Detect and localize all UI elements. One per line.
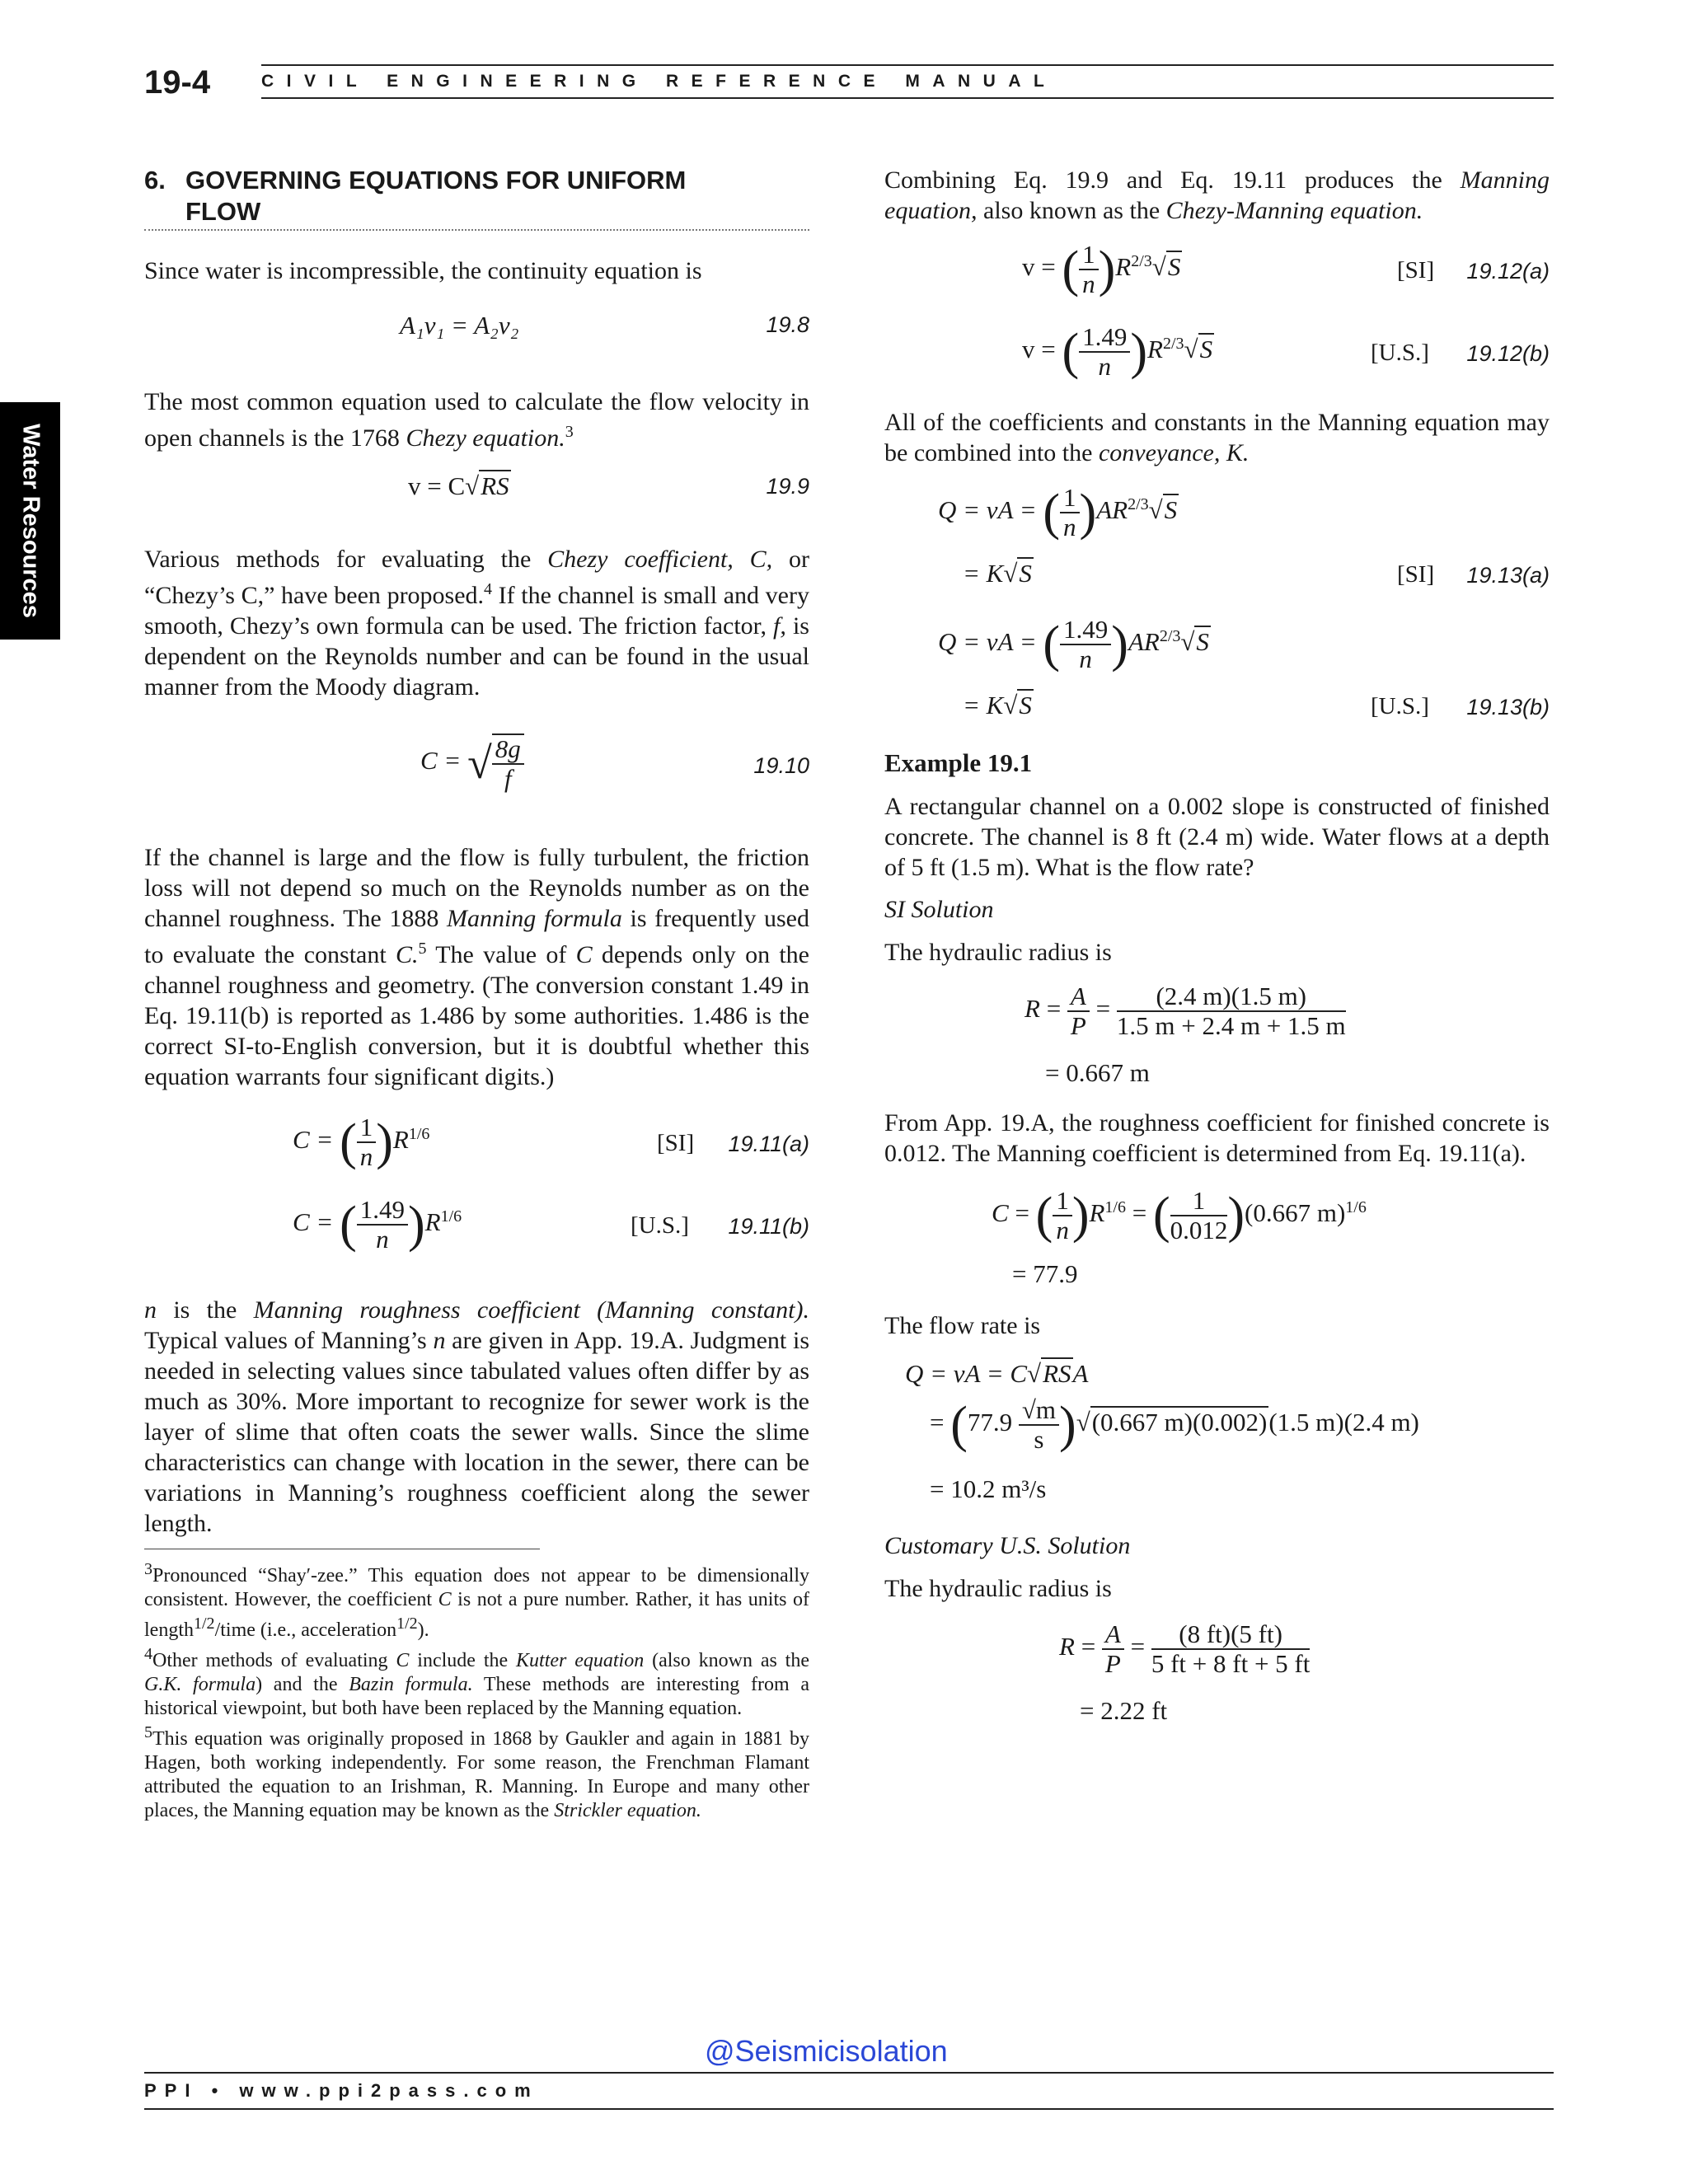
running-title: CIVIL ENGINEERING REFERENCE MANUAL [261,72,1057,91]
watermark: @Seismicisolation [705,2034,948,2068]
paragraph: If the channel is large and the flow is fully turbulent, the friction loss will not depend so much on the Reynolds number as on the channel roughness. The 1888 Manning formula is frequently used to evaluate the constant C.$^5$ The value of C depends only on the channel roughness and geometry. (The conversion constant 1.49 in Eq. 19.11(b) is reported as 1.486 by some authorities. 1.486 is the correct SI-to-English conversion, but it is doubtful whether this equation warrants four significant digits.) [144,844,809,1090]
section-heading: 6. GOVERNING EQUATIONS FOR UNIFORM FLOW [144,165,809,231]
us-hydraulic-radius-equation: R = $\frac{A}{P}$ = $\frac{(8 ft)(5 ft)}{5 ft + 8 ft + 5 ft}$ = 2.22 ft [1059,1619,1311,1725]
example-text: A rectangular channel on a 0.002 slope is constructed of finished concrete. The channel is 8 ft (2.4 m) wide. Water flows at a depth of 5 ft (1.5 m). What is the flow rate? [884,793,1550,881]
paragraph: All of the coefficients and constants in the Manning equation may be combined into the conveyance, K. [884,409,1550,466]
page-footer [144,2072,1554,2110]
equation-19-13b: Q = vA = ( $\frac{1.49}{n}$ )$AR^{2/3}√S$ = K√S [U.S.] 19.13(b) [938,615,1550,719]
paragraph: Combining Eq. 19.9 and Eq. 19.11 produces the Manning equation, also known as the Chezy-Manning equation. [884,166,1550,224]
page-number: 19-4 [144,64,211,101]
paragraph: From App. 19.A, the roughness coefficient for finished concrete is 0.012. The Manning coefficient is determined from Eq. 19.11(a). [884,1109,1550,1167]
si-manning-coefficient-equation: C = ( $\frac{1}{n}$ )$R^{1/6}$ = ( $\frac{1}{0.012}$ )(0.667 m)$^{1/6}$ = 77.9 [992,1186,1367,1288]
left-column [144,165,809,1823]
us-solution-heading: Customary U.S. Solution [884,1532,1131,1559]
paragraph: n is the Manning roughness coefficient (Manning constant). Typical values of Manning’s n are given in App. 19.A. Judgment is needed in selecting values since tabulated values often differ by as much as 30%. More important to recognize for sewer work is the layer of slime that often coats the sewer walls. Since the slime characteristics can change with location in the sewer, there can be variations in Manning’s roughness coefficient along the sewer length. [144,1296,810,1537]
footnote-4: $^4$Other methods of evaluating C include the Kutter equation (also known as the G.K. formula) and the Bazin formula. These methods are interesting from a historical viewpoint, but both have been replaced by the Manning equation. [144,1645,810,1719]
paragraph: Since water is incompressible, the continuity equation is [144,257,702,284]
side-tab: Water Resources [0,402,60,640]
footnote-5: $^5$This equation was originally proposed in 1868 by Gaukler and again in 1881 by Hagen, both working independently. For some reason, the Frenchman Flamant attributed the equation to an Irishman, R. Manning. In Europe and many other places, the Manning equation may be known as the Strickler equation. [144,1723,809,1821]
equation-19-11a: C = ( $\frac{1}{n}$ )$R^{1/6}$ [SI] 19.11(a) [293,1113,809,1171]
paragraph: The most common equation used to calculate the flow velocity in open channels is the 1768 Chezy equation.$^3$ [144,388,809,452]
equation-19-12a: v = ( $\frac{1}{n}$ )$R^{2/3}√S$ [SI] 19.12(a) [1022,240,1550,298]
paragraph: Various methods for evaluating the Chezy coefficient, C, or “Chezy’s C,” have been proposed.$^4$ If the channel is small and very smooth, Chezy’s own formula can be used. The friction factor, f, is dependent on the Reynolds number and can be found in the usual manner from the Moody diagram. [144,546,809,701]
equation-19-13a: Q = vA = ( $\frac{1}{n}$ )$AR^{2/3}√S$ = K√S [SI] 19.13(a) [938,483,1550,588]
equation-19-12b: v = ( $\frac{1.49}{n}$ )$R^{2/3}√S$ [U.S.] 19.12(b) [1022,322,1550,381]
si-flow-rate-equation: Q = vA = C√RSA = (77.9 $\frac{√m}{s}$ )√(0.667 m)(0.002)(1.5 m)(2.4 m) = 10.2 m³/s [905,1359,1419,1503]
paragraph: The flow rate is [884,1312,1041,1339]
paragraph: The hydraulic radius is [884,1575,1112,1602]
example-title: Example 19.1 [884,748,1033,777]
footnotes [144,1549,809,1823]
equation-19-9: v = C√RS 19.9 [408,471,809,500]
page-header [144,64,1554,101]
footnote-3: $^3$Pronounced “Shay′-zee.” This equation does not appear to be dimensionally consistent. However, the coefficient C is not a pure number. Rather, it has units of length$^{1/2}$/time (i.e., acceleration$^{1/2}$). [144,1560,809,1641]
footer-link[interactable]: PPI • www.ppi2pass.com [144,2080,539,2101]
equation-19-10: C = √ $\frac{8g}{f}$ 19.10 [420,734,809,793]
paragraph: The hydraulic radius is [884,939,1112,966]
si-solution-heading: SI Solution [884,896,994,923]
equation-19-11b: C = ( $\frac{1.49}{n}$ )$R^{1/6}$ [U.S.] 19.11(b) [293,1195,809,1254]
si-hydraulic-radius-equation: R = $\frac{A}{P}$ = $\frac{(2.4 m)(1.5 m)}{1.5 m + 2.4 m + 1.5 m}$ = 0.667 m [1025,982,1346,1087]
equation-19-8: A₁v₁ = A₂v₂ 19.8 [400,311,809,340]
right-column [884,165,1550,1737]
